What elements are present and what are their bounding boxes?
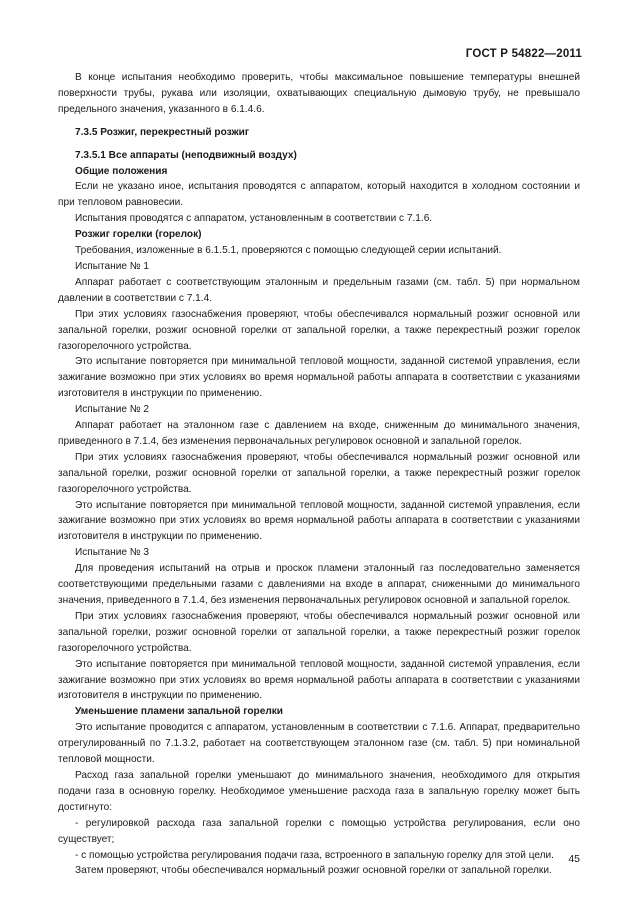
section-heading: Розжиг горелки (горелок) [75, 229, 202, 241]
paragraph: При этих условиях газоснабжения проверяют, чтобы обеспечивался нормальный розжиг основной или запальной горелки, розжиг основной горелки от запальной горелки, а также перекрестный розжиг горелок газогорелочного устройства. [58, 610, 580, 654]
paragraph: При этих условиях газоснабжения проверяют, чтобы обеспечивался нормальный розжиг основной или запальной горелки, розжиг основной горелки от запальной горелки, а также перекрестный розжиг горелок газогорелочного устройства. [58, 308, 580, 352]
paragraph: Испытания проводятся с аппаратом, установленным в соответствии с 7.1.6. [75, 213, 433, 225]
paragraph: Затем проверяют, чтобы обеспечивался нормальный розжиг основной горелки от запальной горелки. [75, 865, 552, 877]
paragraph: - регулировкой расхода газа запальной горелки с помощью устройства регулирования, если оно существует; [58, 817, 580, 845]
paragraph: Требования, изложенные в 6.1.5.1, проверяются с помощью следующей серии испытаний. [75, 245, 502, 257]
document-code: ГОСТ Р 54822—2011 [465, 48, 582, 60]
page-number: 45 [568, 853, 580, 865]
paragraph: Это испытание повторяется при минимальной тепловой мощности, заданной системой управления, если зажигание возможно при этих условиях во время нормальной работы аппарата в соответствии с указаниями изготовителя в инструкции по применению. [58, 499, 580, 543]
paragraph: Аппарат работает на эталонном газе с давлением на входе, сниженным до минимального значения, приведенного в 7.1.4, без изменения первоначальных регулировок основной и запальной горелок. [58, 420, 580, 447]
paragraph: При этих условиях газоснабжения проверяют, чтобы обеспечивался нормальный розжиг основной или запальной горелки, розжиг основной горелки от запальной горелки, а также перекрестный розжиг горелок газогорелочного устройства. [58, 451, 580, 495]
paragraph: Если не указано иное, испытания проводятся с аппаратом, который находится в холодном состоянии и при тепловом равновесии. [58, 181, 580, 209]
paragraph: Это испытание повторяется при минимальной тепловой мощности, заданной системой управления, если зажигание возможно при этих условиях во время нормальной работы аппарата в соответствии с указаниями изготовителя в инструкции по применению. [58, 356, 580, 400]
section-heading: Уменьшение пламени запальной горелки [75, 706, 283, 718]
paragraph: Аппарат работает с соответствующим эталонным и предельным газами (см. табл. 5) при нормальном давлении в соответствии с 7.1.4. [58, 276, 580, 304]
section-heading: 7.3.5.1 Все аппараты (неподвижный воздух) [75, 149, 297, 161]
section-heading: 7.3.5 Розжиг, перекрестный розжиг [75, 126, 250, 138]
paragraph: Испытание № 1 [75, 260, 150, 272]
paragraph: Испытание № 3 [75, 547, 150, 559]
paragraph: Это испытание повторяется при минимальной тепловой мощности, заданной системой управления, если зажигание возможно при этих условиях во время нормальной работы аппарата в соответствии с указаниями изготовителя в инструкции по применению. [58, 658, 580, 702]
paragraph: - с помощью устройства регулирования подачи газа, встроенного в запальную горелку для этой цели. [75, 849, 554, 861]
document-body [58, 70, 580, 879]
paragraph: Это испытание проводится с аппаратом, установленным в соответствии с 7.1.6. Аппарат, предварительно отрегулированный по 7.1.3.2, работает на соответствующем эталонном газе (см. табл. 5) при номинальной тепловой мощности. [58, 722, 580, 766]
paragraph: Расход газа запальной горелки уменьшают до минимального значения, необходимого для открытия подачи газа в основную горелку. Необходимое уменьшение расхода газа в запальную горелку может быть достигнуто: [58, 769, 580, 813]
paragraph: Для проведения испытаний на отрыв и проскок пламени эталонный газ последовательно заменяется соответствующими предельными газами с давлениями на входе в аппарат, сниженными до минимального значения, приведенного в 7.1.4, без изменения первоначальных регулировок основной и запальной горелок. [58, 563, 580, 606]
paragraph: В конце испытания необходимо проверить, чтобы максимальное повышение температуры внешней поверхности трубы, рукава или изоляции, охватывающих специальную дымовую трубу, не превышало предельного значения, указанного в 6.1.4.6. [58, 72, 580, 115]
section-heading: Общие положения [75, 165, 168, 177]
paragraph: Испытание № 2 [75, 404, 150, 416]
